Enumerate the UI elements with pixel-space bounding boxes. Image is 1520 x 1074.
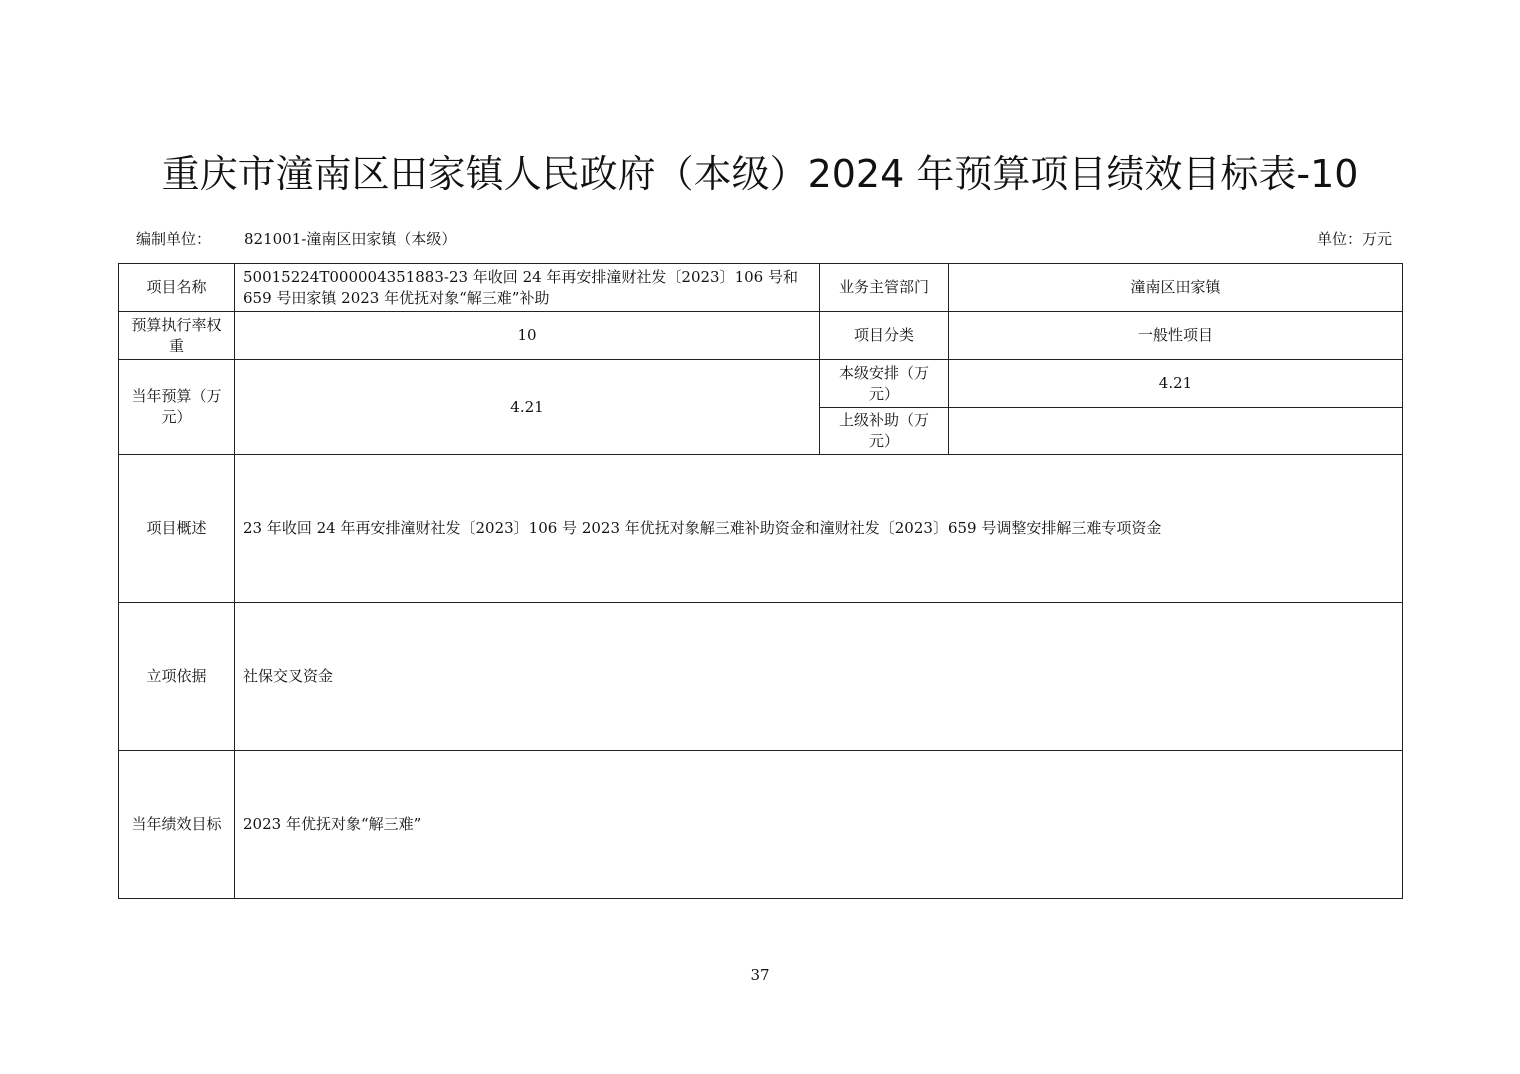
category-label: 项目分类: [820, 312, 949, 360]
goal-value: 2023 年优抚对象“解三难”: [235, 751, 1403, 899]
budget-label: 当年预算（万元）: [119, 360, 235, 455]
table-row: [119, 360, 1403, 408]
document-title: 重庆市潼南区田家镇人民政府（本级）2024 年预算项目绩效目标表-10: [161, 152, 1359, 196]
overview-label: 项目概述: [119, 455, 235, 603]
upper-subsidy-label: 上级补助（万元）: [820, 408, 949, 455]
table-row: [119, 751, 1403, 899]
table-row: [119, 264, 1403, 312]
budget-value: 4.21: [235, 360, 820, 455]
category-value: 一般性项目: [949, 312, 1403, 360]
currency-unit: 单位：万元: [1316, 230, 1392, 248]
project-name-label: 项目名称: [119, 264, 235, 312]
compiling-unit-value: 821001-潼南区田家镇（本级）: [244, 230, 457, 248]
table-row: [119, 603, 1403, 751]
basis-value: 社保交叉资金: [235, 603, 1403, 751]
dept-value: 潼南区田家镇: [949, 264, 1403, 312]
local-arrangement-value: 4.21: [949, 360, 1403, 408]
exec-rate-label: 预算执行率权重: [119, 312, 235, 360]
local-arrangement-label: 本级安排（万元）: [820, 360, 949, 408]
project-name-value: 50015224T000004351883-23 年收回 24 年再安排潼财社发〔2023〕106 号和 659 号田家镇 2023 年优抚对象“解三难”补助: [235, 264, 820, 312]
table-row: [119, 312, 1403, 360]
dept-label: 业务主管部门: [820, 264, 949, 312]
overview-value: 23 年收回 24 年再安排潼财社发〔2023〕106 号 2023 年优抚对象解三难补助资金和潼财社发〔2023〕659 号调整安排解三难专项资金: [235, 455, 1403, 603]
exec-rate-value: 10: [235, 312, 820, 360]
basis-label: 立项依据: [119, 603, 235, 751]
upper-subsidy-value: [949, 408, 1403, 455]
page-number: 37: [750, 966, 770, 984]
compiling-unit-label: 编制单位：: [136, 230, 212, 248]
performance-target-table: [118, 263, 1403, 899]
table-row: [119, 455, 1403, 603]
goal-label: 当年绩效目标: [119, 751, 235, 899]
compiling-unit: [136, 228, 456, 250]
